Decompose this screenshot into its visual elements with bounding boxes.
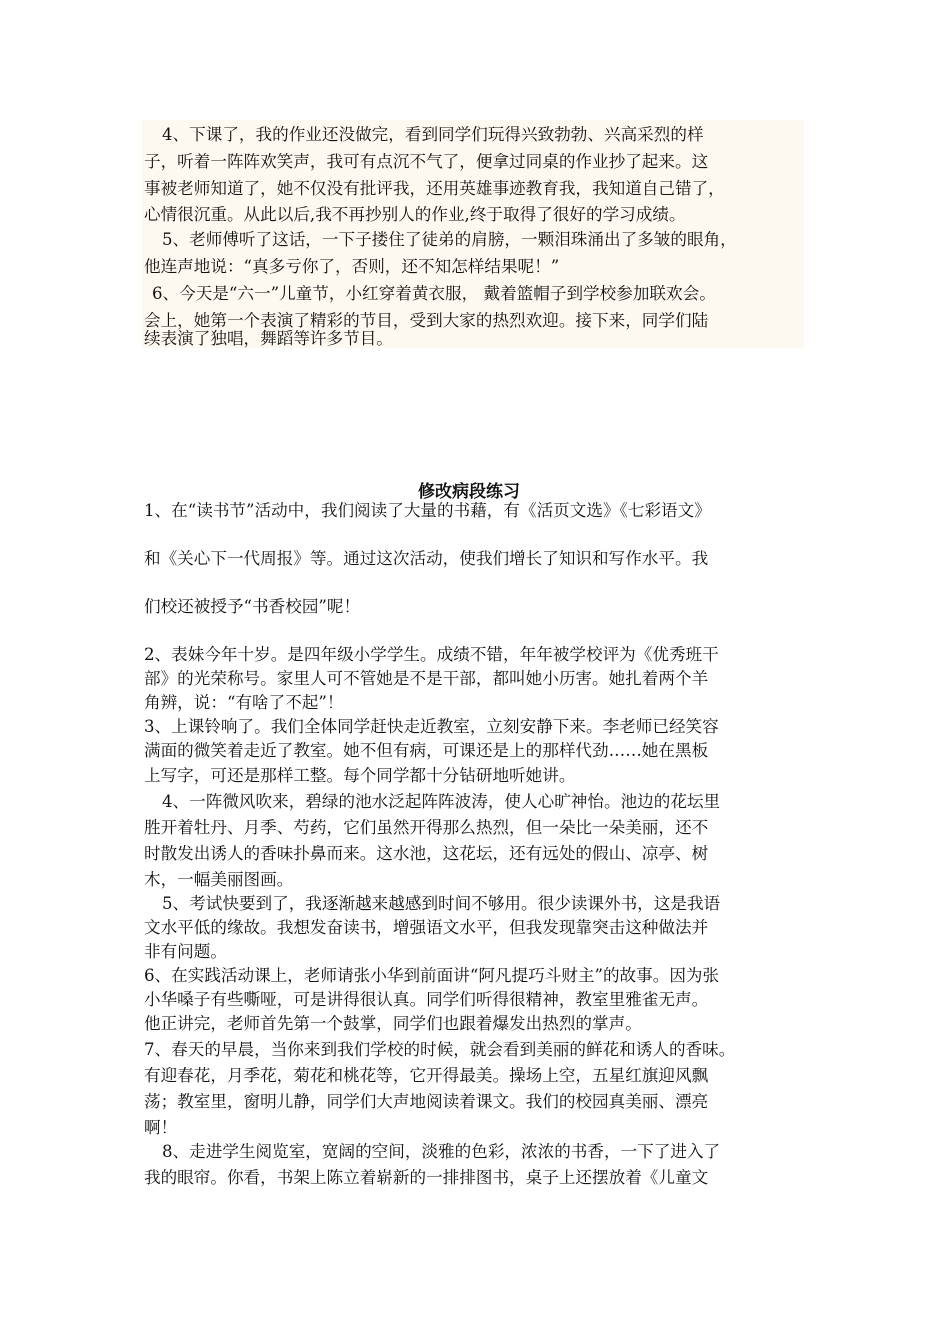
text-line: 事被老师知道了，她不仅没有批评我，还用英雄事迹教育我，我知道自己错了， bbox=[144, 179, 725, 198]
text-line: 上写字，可还是那样工整。每个同学都十分钻研地听她讲。 bbox=[144, 766, 576, 785]
text-line: 3、上课铃响了。我们全体同学赶快走近教室，立刻安静下来。李老师已经笑容 bbox=[144, 717, 719, 736]
text-line: 小华嗓子有些嘶哑，可是讲得很认真。同学们听得很精神，教室里雅雀无声。 bbox=[144, 990, 709, 1009]
text-line: 部》的光荣称号。家里人可不管她是不是干部，都叫她小历害。她扎着两个羊 bbox=[144, 669, 709, 688]
text-line: 啊！ bbox=[144, 1118, 178, 1137]
text-line: 1、在“读书节”活动中，我们阅读了大量的书藉，有《活页文选》《七彩语文》 bbox=[144, 501, 711, 520]
text-line: 文水平低的缘故。我想发奋读书，增强语文水平，但我发现靠突击这种做法并 bbox=[144, 918, 709, 937]
text-line: 4、一阵微风吹来，碧绿的池水泛起阵阵波涛，使人心旷神怡。池边的花坛里 bbox=[162, 792, 721, 811]
text-line: 木，一幅美丽图画。 bbox=[144, 870, 294, 889]
text-line: 有迎春花，月季花，菊花和桃花等，它开得最美。操场上空，五星红旗迎风飘 bbox=[144, 1066, 709, 1085]
text-line: 2、表妹今年十岁。是四年级小学学生。成绩不错，年年被学校评为《优秀班干 bbox=[144, 645, 719, 664]
text-line: 胜开着牡丹、月季、芍药，它们虽然开得那么热烈，但一朵比一朵美丽，还不 bbox=[144, 818, 709, 837]
text-line: 4、下课了，我的作业还没做完，看到同学们玩得兴致勃勃、兴高采烈的样 bbox=[162, 125, 704, 144]
text-line: 和《关心下一代周报》等。通过这次活动，使我们增长了知识和写作水平。我 bbox=[144, 549, 709, 568]
text-line: 会上，她第一个表演了精彩的节目，受到大家的热烈欢迎。接下来，同学们陆 bbox=[144, 311, 709, 330]
text-line: 他连声地说：“真多亏你了，否则，还不知怎样结果呢！” bbox=[144, 257, 560, 276]
text-line: 子，听着一阵阵欢笑声，我可有点沉不气了，便拿过同桌的作业抄了起来。这 bbox=[144, 152, 709, 171]
text-line: 们校还被授予“书香校园”呢！ bbox=[144, 597, 361, 616]
text-line: 7、春天的早晨，当你来到我们学校的时候，就会看到美丽的鲜花和诱人的香味。 bbox=[144, 1040, 736, 1059]
text-line: 满面的微笑着走近了教室。她不但有病，可课还是上的那样代劲……她在黑板 bbox=[144, 741, 709, 760]
text-line: 8、走进学生阅览室，宽阔的空间，淡雅的色彩，浓浓的书香，一下了进入了 bbox=[162, 1142, 721, 1161]
text-line: 他正讲完，老师首先第一个鼓掌，同学们也跟着爆发出热烈的掌声。 bbox=[144, 1014, 642, 1033]
text-line: 6、在实践活动课上，老师请张小华到前面讲“阿凡提巧斗财主”的故事。因为张 bbox=[144, 966, 720, 985]
text-line: 非有问题。 bbox=[144, 942, 227, 961]
text-line: 5、老师傅听了这话，一下子搂住了徒弟的肩膀，一颗泪珠涌出了多皱的眼角， bbox=[162, 230, 737, 249]
text-line: 6、今天是“六一”儿童节，小红穿着黄衣服， 戴着篮帽子到学校参加联欢会。 bbox=[152, 284, 716, 303]
text-line: 时散发出诱人的香味扑鼻而来。这水池，这花坛，还有远处的假山、凉亭、树 bbox=[144, 844, 709, 863]
text-line: 5、考试快要到了，我逐渐越来越感到时间不够用。很少读课外书，这是我语 bbox=[162, 894, 721, 913]
section-title: 修改病段练习 bbox=[418, 482, 520, 502]
text-line: 角辨，说：“有啥了不起”！ bbox=[144, 693, 344, 712]
text-line: 续表演了独唱，舞蹈等许多节目。 bbox=[144, 329, 393, 348]
text-line: 我的眼帘。你看，书架上陈立着崭新的一排排图书，桌子上还摆放着《儿童文 bbox=[144, 1168, 709, 1187]
text-line: 心情很沉重。从此以后,我不再抄别人的作业,终于取得了很好的学习成绩。 bbox=[144, 205, 686, 224]
text-line: 荡；教室里，窗明儿静，同学们大声地阅读着课文。我们的校园真美丽、漂亮 bbox=[144, 1092, 709, 1111]
